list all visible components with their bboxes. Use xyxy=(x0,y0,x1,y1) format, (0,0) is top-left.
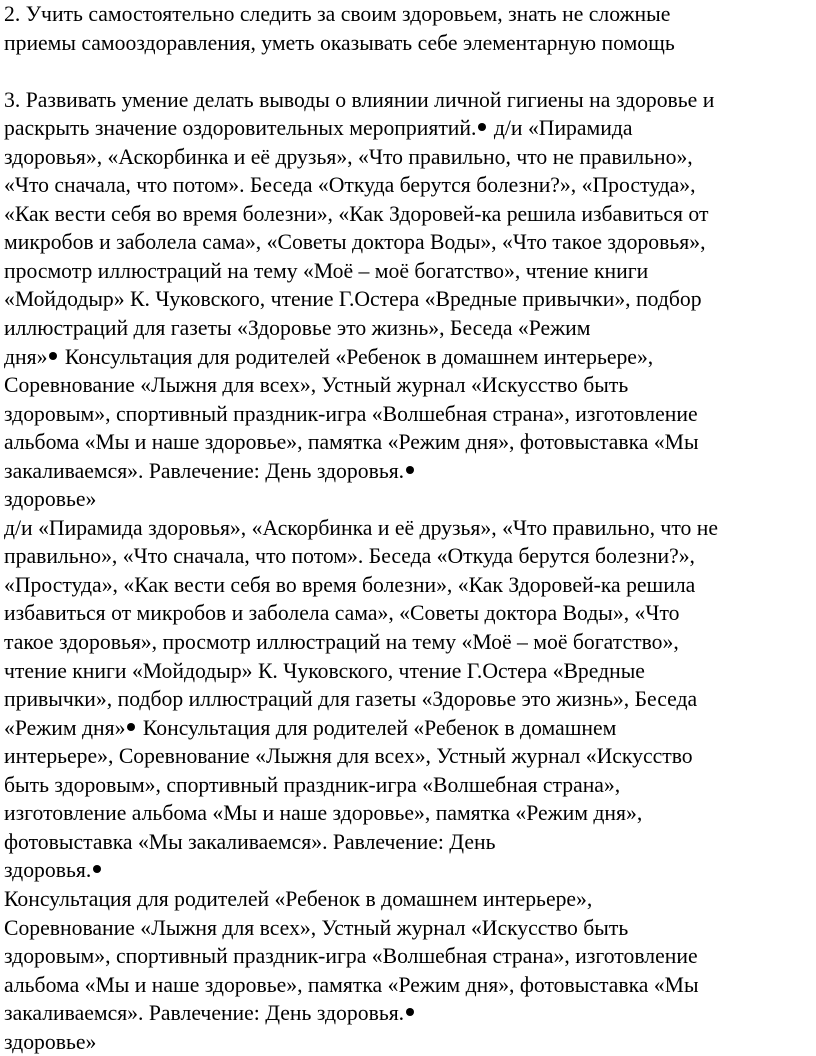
text-line xyxy=(4,285,812,314)
bullet-dot-icon xyxy=(49,352,57,360)
bullet-dot-icon xyxy=(406,1008,414,1016)
text-line xyxy=(4,200,812,229)
text-line xyxy=(4,628,812,657)
text-line xyxy=(4,343,812,372)
text-segment: микробов и заболела сама», «Советы доктора Воды», «Что такое здоровья», xyxy=(4,230,706,255)
text-line xyxy=(4,400,812,429)
text-segment: здоровья», «Аскорбинка и её друзья», «Что правильно, что не правильно», xyxy=(4,144,693,169)
text-segment: интерьере», Соревнование «Лыжня для всех», Устный журнал «Искусство xyxy=(4,744,693,769)
text-segment: Консультация для родителей «Ребенок в домашнем интерьере», xyxy=(4,886,593,911)
text-segment: здоровье» xyxy=(4,487,97,512)
text-line xyxy=(4,914,812,943)
text-segment: привычки», подбор иллюстраций для газеты «Здоровье это жизнь», Беседа xyxy=(4,687,698,712)
text-segment: закаливаемся». Равлечение: День здоровья. xyxy=(4,1001,405,1026)
text-segment: чтение книги «Мойдодыр» К. Чуковского, чтение Г.Остера «Вредные xyxy=(4,658,645,683)
text-line xyxy=(4,457,812,486)
text-line xyxy=(4,1028,812,1056)
text-line xyxy=(4,885,812,914)
text-segment: Консультация для родителей «Ребенок в домашнем интерьере», xyxy=(59,344,654,369)
text-line xyxy=(4,828,812,857)
text-segment: «Как вести себя во время болезни», «Как Здоровей-ка решила избавиться от xyxy=(4,201,709,226)
text-line xyxy=(4,485,812,514)
text-segment: иллюстраций для газеты «Здоровье это жизнь», Беседа «Режим xyxy=(4,316,591,341)
paragraph xyxy=(4,86,812,1056)
text-segment: приемы самооздоравления, уметь оказывать себе элементарную помощь xyxy=(4,30,675,55)
text-line xyxy=(4,657,812,686)
bullet-dot-icon xyxy=(478,123,486,131)
text-segment: «Что сначала, что потом». Беседа «Откуда берутся болезни?», «Простуда», xyxy=(4,173,696,198)
text-line xyxy=(4,371,812,400)
text-segment: «Режим дня» xyxy=(4,715,126,740)
paragraph xyxy=(4,0,812,57)
text-line xyxy=(4,571,812,600)
text-segment: здоровым», спортивный праздник-игра «Волшебная страна», изготовление xyxy=(4,401,698,426)
text-segment: дня» xyxy=(4,344,48,369)
bullet-dot-icon xyxy=(93,865,101,873)
text-segment: Соревнование «Лыжня для всех», Устный журнал «Искусство быть xyxy=(4,373,629,398)
text-line xyxy=(4,514,812,543)
text-segment: Соревнование «Лыжня для всех», Устный журнал «Искусство быть xyxy=(4,915,629,940)
text-line xyxy=(4,143,812,172)
text-segment: д/и «Пирамида xyxy=(488,116,633,141)
text-segment: «Простуда», «Как вести себя во время болезни», «Как Здоровей-ка решила xyxy=(4,572,696,597)
text-line xyxy=(4,742,812,771)
text-line xyxy=(4,542,812,571)
paragraph-gap xyxy=(4,57,812,86)
text-segment: быть здоровым», спортивный праздник-игра «Волшебная страна», xyxy=(4,772,621,797)
text-line xyxy=(4,257,812,286)
text-line xyxy=(4,0,812,29)
text-segment: раскрыть значение оздоровительных мероприятий. xyxy=(4,116,477,141)
text-segment: здоровым», спортивный праздник-игра «Волшебная страна», изготовление xyxy=(4,944,698,969)
text-line xyxy=(4,685,812,714)
text-line xyxy=(4,771,812,800)
text-line xyxy=(4,171,812,200)
bullet-dot-icon xyxy=(127,723,135,731)
text-line xyxy=(4,799,812,828)
text-line xyxy=(4,714,812,743)
text-line xyxy=(4,314,812,343)
text-segment: д/и «Пирамида здоровья», «Аскорбинка и её друзья», «Что правильно, что не xyxy=(4,515,719,540)
text-segment: правильно», «Что сначала, что потом». Беседа «Откуда берутся болезни?», xyxy=(4,544,695,569)
text-segment: 2. Учить самостоятельно следить за своим здоровьем, знать не сложные xyxy=(4,2,671,26)
text-line xyxy=(4,86,812,115)
bullet-dot-icon xyxy=(406,466,414,474)
text-segment: изготовление альбома «Мы и наше здоровье», памятка «Режим дня», xyxy=(4,801,643,826)
text-segment: альбома «Мы и наше здоровье», памятка «Режим дня», фотовыставка «Мы xyxy=(4,430,699,455)
document-body xyxy=(4,0,812,1056)
text-segment: здоровье» xyxy=(4,1029,97,1054)
text-line xyxy=(4,428,812,457)
text-segment: «Мойдодыр» К. Чуковского, чтение Г.Остера «Вредные привычки», подбор xyxy=(4,287,702,312)
text-line xyxy=(4,942,812,971)
text-segment: здоровья. xyxy=(4,858,92,883)
text-segment: закаливаемся». Равлечение: День здоровья. xyxy=(4,458,405,483)
text-segment: избавиться от микробов и заболела сама», «Советы доктора Воды», «Что xyxy=(4,601,680,626)
text-line xyxy=(4,856,812,885)
text-line xyxy=(4,971,812,1000)
text-line xyxy=(4,599,812,628)
text-segment: 3. Развивать умение делать выводы о влиянии личной гигиены на здоровье и xyxy=(4,87,715,112)
text-segment: фотовыставка «Мы закаливаемся». Равлечение: День xyxy=(4,829,496,854)
text-line xyxy=(4,228,812,257)
text-segment: Консультация для родителей «Ребенок в домашнем xyxy=(137,715,617,740)
text-segment: альбома «Мы и наше здоровье», памятка «Режим дня», фотовыставка «Мы xyxy=(4,972,699,997)
text-segment: такое здоровья», просмотр иллюстраций на тему «Моё – моё богатство», xyxy=(4,630,679,655)
text-line xyxy=(4,29,812,58)
text-segment: просмотр иллюстраций на тему «Моё – моё богатство», чтение книги xyxy=(4,258,649,283)
text-line xyxy=(4,999,812,1028)
text-line xyxy=(4,114,812,143)
